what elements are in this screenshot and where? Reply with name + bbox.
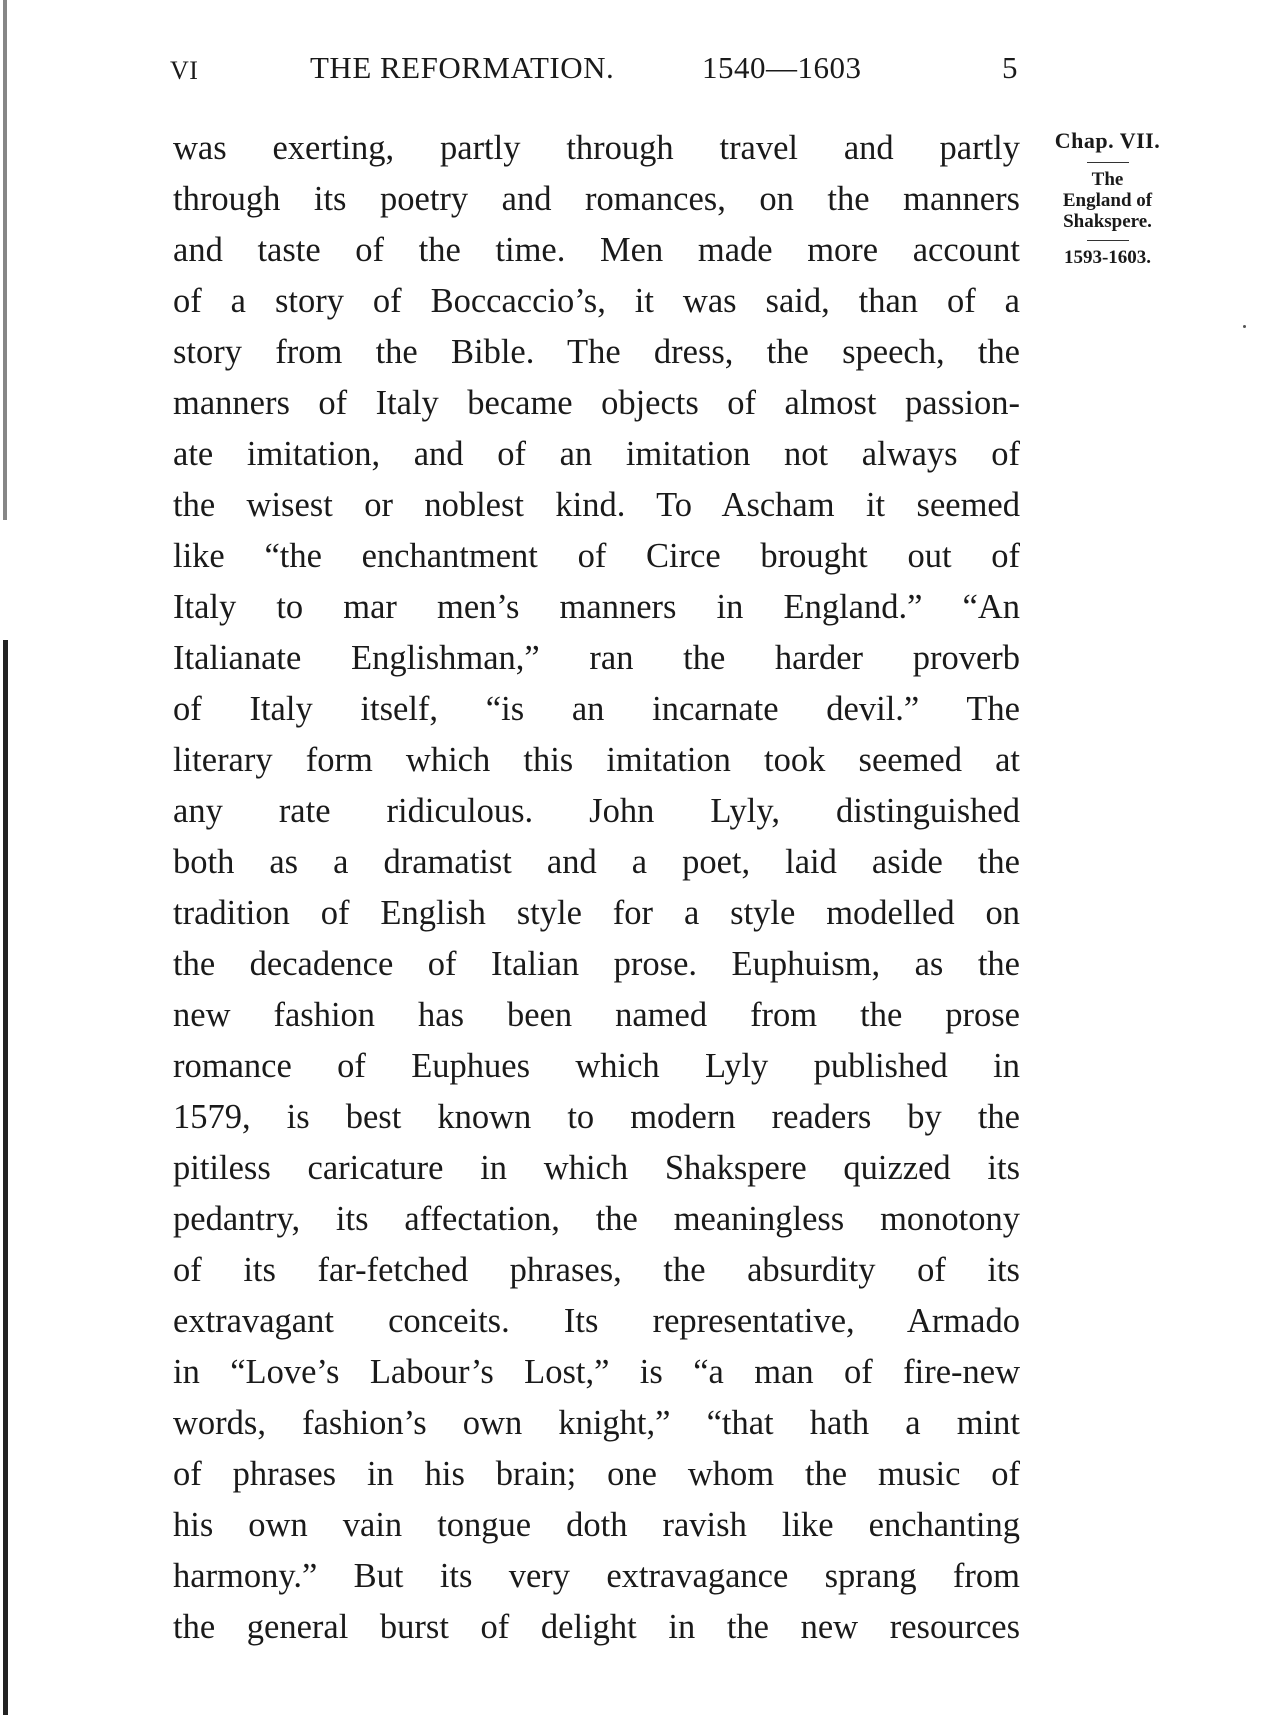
header-dates: 1540—1603 (702, 50, 862, 85)
text-line: manners of Italy became objects of almost passion- (173, 384, 1020, 422)
margin-subject-line: England of (1062, 190, 1153, 211)
margin-note (1030, 128, 1185, 269)
paper-speck (1243, 325, 1246, 328)
text-line: Italianate Englishman,” ran the harder proverb (173, 639, 1020, 677)
page-binding-edge (0, 0, 14, 1715)
text-line: any rate ridiculous. John Lyly, distinguished (173, 792, 1020, 830)
running-header (170, 50, 1030, 90)
margin-chapter: Chap. VII. (1054, 128, 1161, 153)
text-line: of a story of Boccaccio’s, it was said, than of a (173, 282, 1020, 320)
text-line: and taste of the time. Men made more account (173, 231, 1020, 269)
text-line: ate imitation, and of an imitation not always of (173, 435, 1020, 473)
text-line: the general burst of delight in the new resources (173, 1608, 1020, 1646)
margin-rule (1087, 162, 1129, 163)
text-line: extravagant conceits. Its representative, Armado (173, 1302, 1020, 1340)
text-line: Italy to mar men’s manners in England.” “An (173, 588, 1020, 626)
text-line: of its far-fetched phrases, the absurdity of its (173, 1251, 1020, 1289)
text-line: through its poetry and romances, on the manners (173, 180, 1020, 218)
margin-rule (1087, 240, 1129, 241)
text-line: literary form which this imitation took seemed at (173, 741, 1020, 779)
page-number: 5 (1002, 50, 1018, 85)
text-line: new fashion has been named from the prose (173, 996, 1020, 1034)
margin-subject-line: The (1091, 169, 1124, 190)
text-line: of phrases in his brain; one whom the music of (173, 1455, 1020, 1493)
header-title: THE REFORMATION. (310, 50, 615, 85)
margin-subject-line: Shakspere. (1063, 211, 1152, 232)
text-line: pedantry, its affectation, the meaningless monotony (173, 1200, 1020, 1238)
text-line: harmony.” But its very extravagance sprang from (173, 1557, 1020, 1595)
text-line: in “Love’s Labour’s Lost,” is “a man of fire-new (173, 1353, 1020, 1391)
text-line: words, fashion’s own knight,” “that hath a mint (173, 1404, 1020, 1442)
text-line: both as a dramatist and a poet, laid aside the (173, 843, 1020, 881)
text-line: the wisest or noblest kind. To Ascham it seemed (173, 486, 1020, 524)
text-line: of Italy itself, “is an incarnate devil.” The (173, 690, 1020, 728)
body-text (173, 123, 1020, 1653)
margin-years: 1593-1603. (1063, 247, 1152, 268)
text-line: like “the enchantment of Circe brought out of (173, 537, 1020, 575)
text-line: 1579, is best known to modern readers by the (173, 1098, 1020, 1136)
text-line: tradition of English style for a style modelled on (173, 894, 1020, 932)
text-line: pitiless caricature in which Shakspere quizzed its (173, 1149, 1020, 1187)
text-line: was exerting, partly through travel and partly (173, 129, 1020, 167)
header-chapter-number: VI (170, 56, 199, 85)
text-line: his own vain tongue doth ravish like enchanting (173, 1506, 1020, 1544)
text-line: story from the Bible. The dress, the speech, the (173, 333, 1020, 371)
text-line: romance of Euphues which Lyly published in (173, 1047, 1020, 1085)
text-line: the decadence of Italian prose. Euphuism, as the (173, 945, 1020, 983)
